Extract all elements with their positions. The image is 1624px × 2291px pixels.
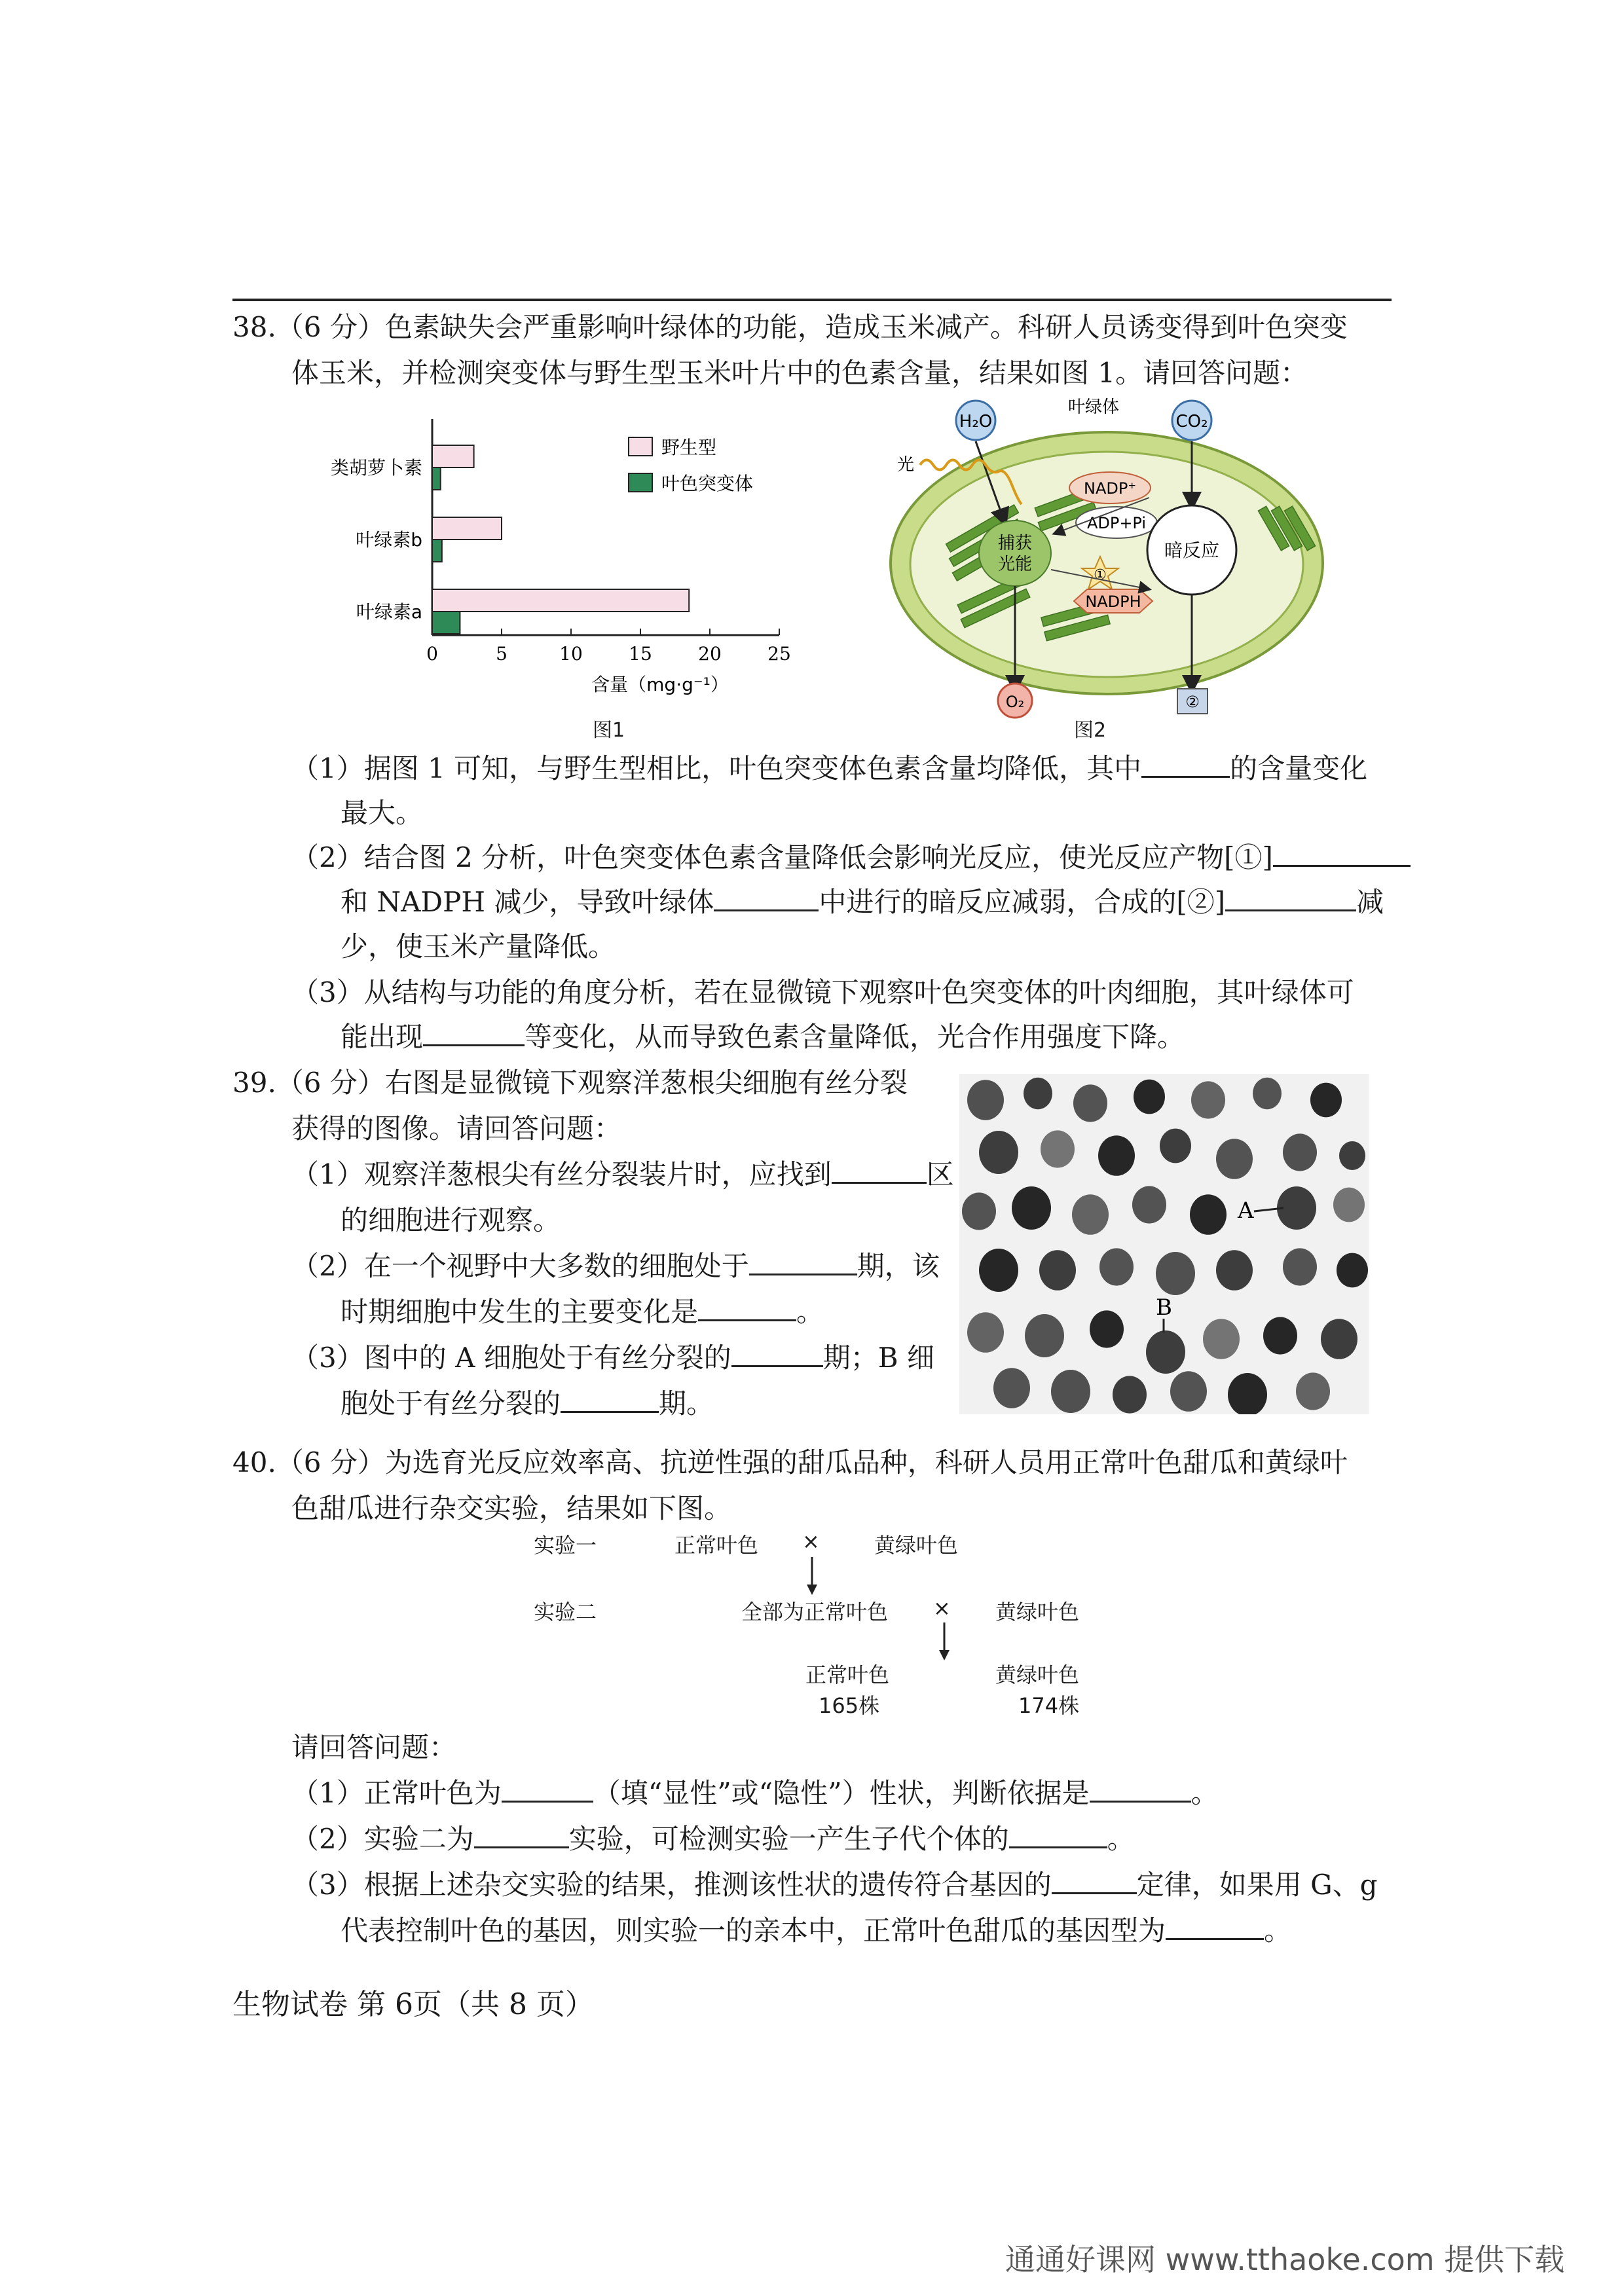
q39-sub2-text-c: 时期细胞中发生的主要变化是	[341, 1296, 699, 1328]
figure2-chloroplast-diagram	[884, 393, 1356, 720]
q39-sub2-text-b: 期，该	[857, 1250, 940, 1282]
cell-nucleus	[1333, 1188, 1365, 1222]
q40-sub3	[291, 1863, 1378, 1907]
q38-sub2-text-c: 中进行的暗反应减弱，合成的[②]	[819, 886, 1226, 918]
f1-all-normal-label: 全部为正常叶色	[741, 1600, 889, 1624]
page-footer: 生物试卷 第 6页（共 8 页）	[232, 1988, 594, 2021]
cell-nucleus	[1191, 1081, 1225, 1118]
experiment-1-label: 实验一	[534, 1533, 597, 1558]
q40-sub2-text-b: 实验，可检测实验一产生子代个体的	[568, 1823, 1009, 1855]
chloroplast-label: 叶绿体	[1067, 397, 1120, 417]
cell-nucleus	[1024, 1078, 1052, 1109]
q39-line1: 39.（6 分）右图是显微镜下观察洋葱根尖细胞有丝分裂	[232, 1067, 908, 1099]
cell-nucleus	[1337, 1253, 1368, 1288]
x-tick-label: 20	[698, 643, 722, 665]
q40-sub2-blank-2[interactable]	[1009, 1820, 1107, 1848]
cell-nucleus	[1098, 1135, 1135, 1176]
cell-nucleus	[993, 1368, 1030, 1408]
cell-nucleus	[967, 1312, 1004, 1353]
q40-sub1	[291, 1771, 1219, 1816]
q38-sub1-blank[interactable]	[1141, 750, 1230, 778]
q38-sub3: （3）从结构与功能的角度分析，若在显微镜下观察叶色突变体的叶肉细胞，其叶绿体可	[291, 976, 1354, 1008]
q40-sub3-text-c: 代表控制叶色的基因，则实验一的亲本中，正常叶色甜瓜的基因型为	[341, 1915, 1166, 1947]
q40-sub2-text-a: （2）实验二为	[291, 1823, 474, 1855]
q40-sub3-text-d: 。	[1264, 1915, 1292, 1947]
cell-a-label: A	[1238, 1198, 1254, 1224]
q38-line1: 38.（6 分）色素缺失会严重影响叶绿体的功能，造成玉米减产。科研人员诱变得到叶色突变	[232, 311, 1348, 343]
q40-sub3-blank-1[interactable]	[1052, 1866, 1137, 1894]
light-label: 光	[897, 455, 915, 475]
q38-sub1-cont: 最大。	[341, 797, 424, 829]
cell-nucleus	[1283, 1248, 1317, 1285]
cell-nucleus	[1134, 1080, 1165, 1114]
q40-sub1-text-a: （1）正常叶色为	[291, 1777, 502, 1809]
cell-nucleus	[1099, 1248, 1134, 1285]
cell-nucleus	[1190, 1194, 1227, 1235]
h2o-label: H₂O	[959, 412, 993, 431]
cell-nucleus	[1321, 1319, 1357, 1359]
cross-symbol-1: ×	[802, 1529, 820, 1554]
q39-sub2-text-d: 。	[796, 1296, 824, 1328]
q39-sub2	[291, 1244, 940, 1289]
q40-sub3-text-b: 定律，如果用 G、g	[1136, 1869, 1378, 1901]
category-label: 类胡萝卜素	[330, 457, 422, 479]
q40-sub3-line2	[341, 1909, 1291, 1953]
cell-nucleus	[1216, 1250, 1253, 1291]
q40-sub2-text-c: 。	[1107, 1823, 1135, 1855]
x-tick-label: 5	[496, 643, 507, 665]
product-1-label: ①	[1094, 567, 1107, 583]
cell-nucleus	[1012, 1186, 1051, 1230]
q39-sub3-text-d: 期。	[659, 1387, 714, 1420]
q39-sub2-line2	[341, 1290, 824, 1334]
capture-label-2: 光能	[997, 555, 1033, 574]
cell-nucleus	[1283, 1133, 1317, 1171]
arrow-down-icon	[938, 1622, 951, 1662]
q38-sub1	[291, 746, 1367, 791]
x-axis-title: 含量（mg·g⁻¹）	[591, 674, 729, 695]
cell-nucleus	[1203, 1319, 1240, 1359]
q40-sub3-blank-2[interactable]	[1166, 1912, 1264, 1940]
q38-sub2	[291, 835, 1411, 880]
cell-nucleus	[1263, 1317, 1297, 1354]
q39-sub3	[291, 1336, 934, 1380]
o2-label: O₂	[1005, 693, 1025, 711]
dark-reaction-label: 暗反应	[1164, 540, 1220, 561]
bar-wild-type	[432, 517, 502, 540]
q40-sub1-text-b: （填“显性”或“隐性”）性状，判断依据是	[593, 1777, 1090, 1809]
parent-normal-label: 正常叶色	[674, 1533, 759, 1558]
capture-label-1: 捕获	[997, 534, 1033, 553]
q40-sub2	[291, 1817, 1135, 1861]
offspring-normal-count: 165株	[819, 1693, 880, 1718]
q40-sub1-blank-2[interactable]	[1090, 1774, 1191, 1803]
bar-mutant	[432, 467, 441, 490]
q39-sub3-text-b: 期；B 细	[822, 1342, 934, 1374]
q38-sub3-line2	[341, 1015, 1185, 1059]
q40-line2: 色甜瓜进行杂交实验，结果如下图。	[291, 1492, 732, 1524]
figure1-caption: 图1	[593, 719, 625, 742]
cell-nucleus	[1156, 1252, 1195, 1295]
q39-sub1-text-b: 区	[926, 1158, 954, 1190]
legend-swatch	[629, 473, 652, 492]
cell-nucleus	[1025, 1314, 1064, 1357]
x-tick-label: 25	[767, 643, 791, 665]
cell-nucleus	[1296, 1372, 1330, 1410]
q38-sub2-blank-2[interactable]	[714, 883, 819, 911]
q39-sub1-cont: 的细胞进行观察。	[341, 1204, 561, 1236]
cross-symbol-2: ×	[933, 1596, 951, 1621]
bar-wild-type	[432, 589, 689, 612]
q38-sub2-text-d: 减	[1356, 886, 1384, 918]
q38-sub3-text-b: 能出现	[341, 1021, 424, 1053]
q39-sub3-text-c: 胞处于有丝分裂的	[341, 1387, 561, 1420]
nadp-label: NADP⁺	[1084, 479, 1136, 498]
q38-sub2-blank-3[interactable]	[1225, 883, 1356, 911]
arrow-down-icon	[805, 1557, 819, 1596]
nadph-label: NADPH	[1085, 593, 1141, 611]
cell-nucleus	[1170, 1371, 1207, 1412]
cell-nucleus	[1253, 1078, 1282, 1109]
q39-sub1-text-a: （1）观察洋葱根尖有丝分裂装片时，应找到	[291, 1158, 832, 1190]
cell-nucleus	[1339, 1141, 1365, 1170]
cell-nucleus	[962, 1192, 996, 1230]
cell-nucleus	[1051, 1370, 1090, 1413]
cell-nucleus	[1216, 1139, 1253, 1179]
cell-nucleus	[1132, 1186, 1166, 1223]
q39-sub3-line2	[341, 1382, 714, 1426]
q40-line1: 40.（6 分）为选育光反应效率高、抗逆性强的甜瓜品种，科研人员用正常叶色甜瓜和黄绿叶	[232, 1446, 1348, 1478]
bar-mutant	[432, 612, 460, 634]
q38-line2: 体玉米，并检测突变体与野生型玉米叶片中的色素含量，结果如图 1。请回答问题：	[291, 357, 1308, 389]
bar-mutant	[432, 540, 442, 562]
category-label: 叶绿素a	[356, 601, 422, 623]
cell-nucleus	[1228, 1373, 1267, 1414]
q40-sub3-text-a: （3）根据上述杂交实验的结果，推测该性状的遗传符合基因的	[291, 1869, 1052, 1901]
q38-sub2-line3: 少，使玉米产量降低。	[341, 930, 616, 962]
cell-nucleus	[1041, 1130, 1075, 1167]
cell-b-label: B	[1156, 1294, 1172, 1321]
figure1-bar-chart	[298, 419, 809, 720]
offspring-yellow-label: 黄绿叶色	[995, 1662, 1080, 1687]
cell-nucleus	[1310, 1083, 1342, 1118]
q38-sub2-text-b: 和 NADPH 减少，导致叶绿体	[341, 886, 714, 918]
cell-nucleus	[1160, 1129, 1191, 1164]
bar-wild-type	[432, 445, 474, 467]
cell-nucleus	[1113, 1376, 1147, 1413]
q39-sub2-blank-1[interactable]	[749, 1247, 857, 1275]
legend-label: 叶色突变体	[661, 473, 754, 494]
cell-nucleus	[1072, 1194, 1109, 1235]
experiment-2-label: 实验二	[534, 1600, 597, 1624]
cell-nucleus	[1090, 1310, 1124, 1347]
legend-label: 野生型	[661, 437, 717, 458]
q40-sub2-blank-1[interactable]	[474, 1820, 569, 1848]
cell-nucleus	[967, 1080, 1004, 1120]
cell-nucleus	[1039, 1250, 1076, 1291]
q40-sub1-text-c: 。	[1190, 1777, 1219, 1809]
cell-nucleus	[1146, 1330, 1185, 1374]
legend-swatch	[629, 437, 652, 456]
cell-nucleus	[979, 1249, 1018, 1292]
cell-nucleus	[979, 1131, 1018, 1174]
offspring-normal-label: 正常叶色	[805, 1662, 890, 1687]
capture-light-node	[979, 521, 1051, 586]
q39-sub3-blank-2[interactable]	[561, 1385, 659, 1413]
cell-nucleus	[1073, 1084, 1107, 1122]
q39-sub3-text-a: （3）图中的 A 细胞处于有丝分裂的	[291, 1342, 731, 1374]
offspring-yellow-count: 174株	[1018, 1693, 1080, 1718]
q38-sub3-text-c: 等变化，从而导致色素含量降低，光合作用强度下降。	[525, 1021, 1185, 1053]
top-rule	[232, 299, 1392, 301]
testcross-yellow-label: 黄绿叶色	[995, 1600, 1080, 1624]
co2-label: CO₂	[1175, 412, 1208, 431]
x-tick-label: 0	[426, 643, 438, 665]
q38-sub2-blank-1[interactable]	[1273, 839, 1411, 867]
adp-pi-label: ADP+Pi	[1086, 514, 1147, 532]
category-label: 叶绿素b	[356, 529, 422, 551]
parent-yellow-label: 黄绿叶色	[874, 1533, 959, 1558]
q40-sub1-blank-1[interactable]	[502, 1774, 593, 1803]
q38-sub2-line2	[341, 880, 1384, 925]
watermark: 通通好课网 www.tthaoke.com 提供下载	[1005, 2242, 1565, 2277]
q39-sub3-blank-1[interactable]	[731, 1339, 823, 1367]
q39-sub1	[291, 1152, 954, 1197]
x-tick-label: 10	[559, 643, 583, 665]
q39-line2: 获得的图像。请回答问题：	[291, 1112, 622, 1145]
q40-ask: 请回答问题：	[291, 1731, 457, 1763]
onion-root-tip-micrograph	[959, 1074, 1369, 1414]
q38-sub1-text-a: （1）据图 1 可知，与野生型相比，叶色突变体色素含量均降低，其中	[291, 752, 1142, 784]
q39-sub2-blank-2[interactable]	[698, 1293, 796, 1321]
figure2-caption: 图2	[1074, 719, 1107, 742]
product-2-label: ②	[1185, 693, 1200, 711]
q39-sub1-blank[interactable]	[832, 1156, 927, 1184]
x-tick-label: 15	[629, 643, 652, 665]
q39-sub2-text-a: （2）在一个视野中大多数的细胞处于	[291, 1250, 749, 1282]
q38-sub3-blank[interactable]	[423, 1018, 525, 1046]
q38-sub1-text-b: 的含量变化	[1230, 752, 1368, 784]
q38-sub2-text-a: （2）结合图 2 分析，叶色突变体色素含量降低会影响光反应，使光反应产物[①]	[291, 841, 1273, 873]
